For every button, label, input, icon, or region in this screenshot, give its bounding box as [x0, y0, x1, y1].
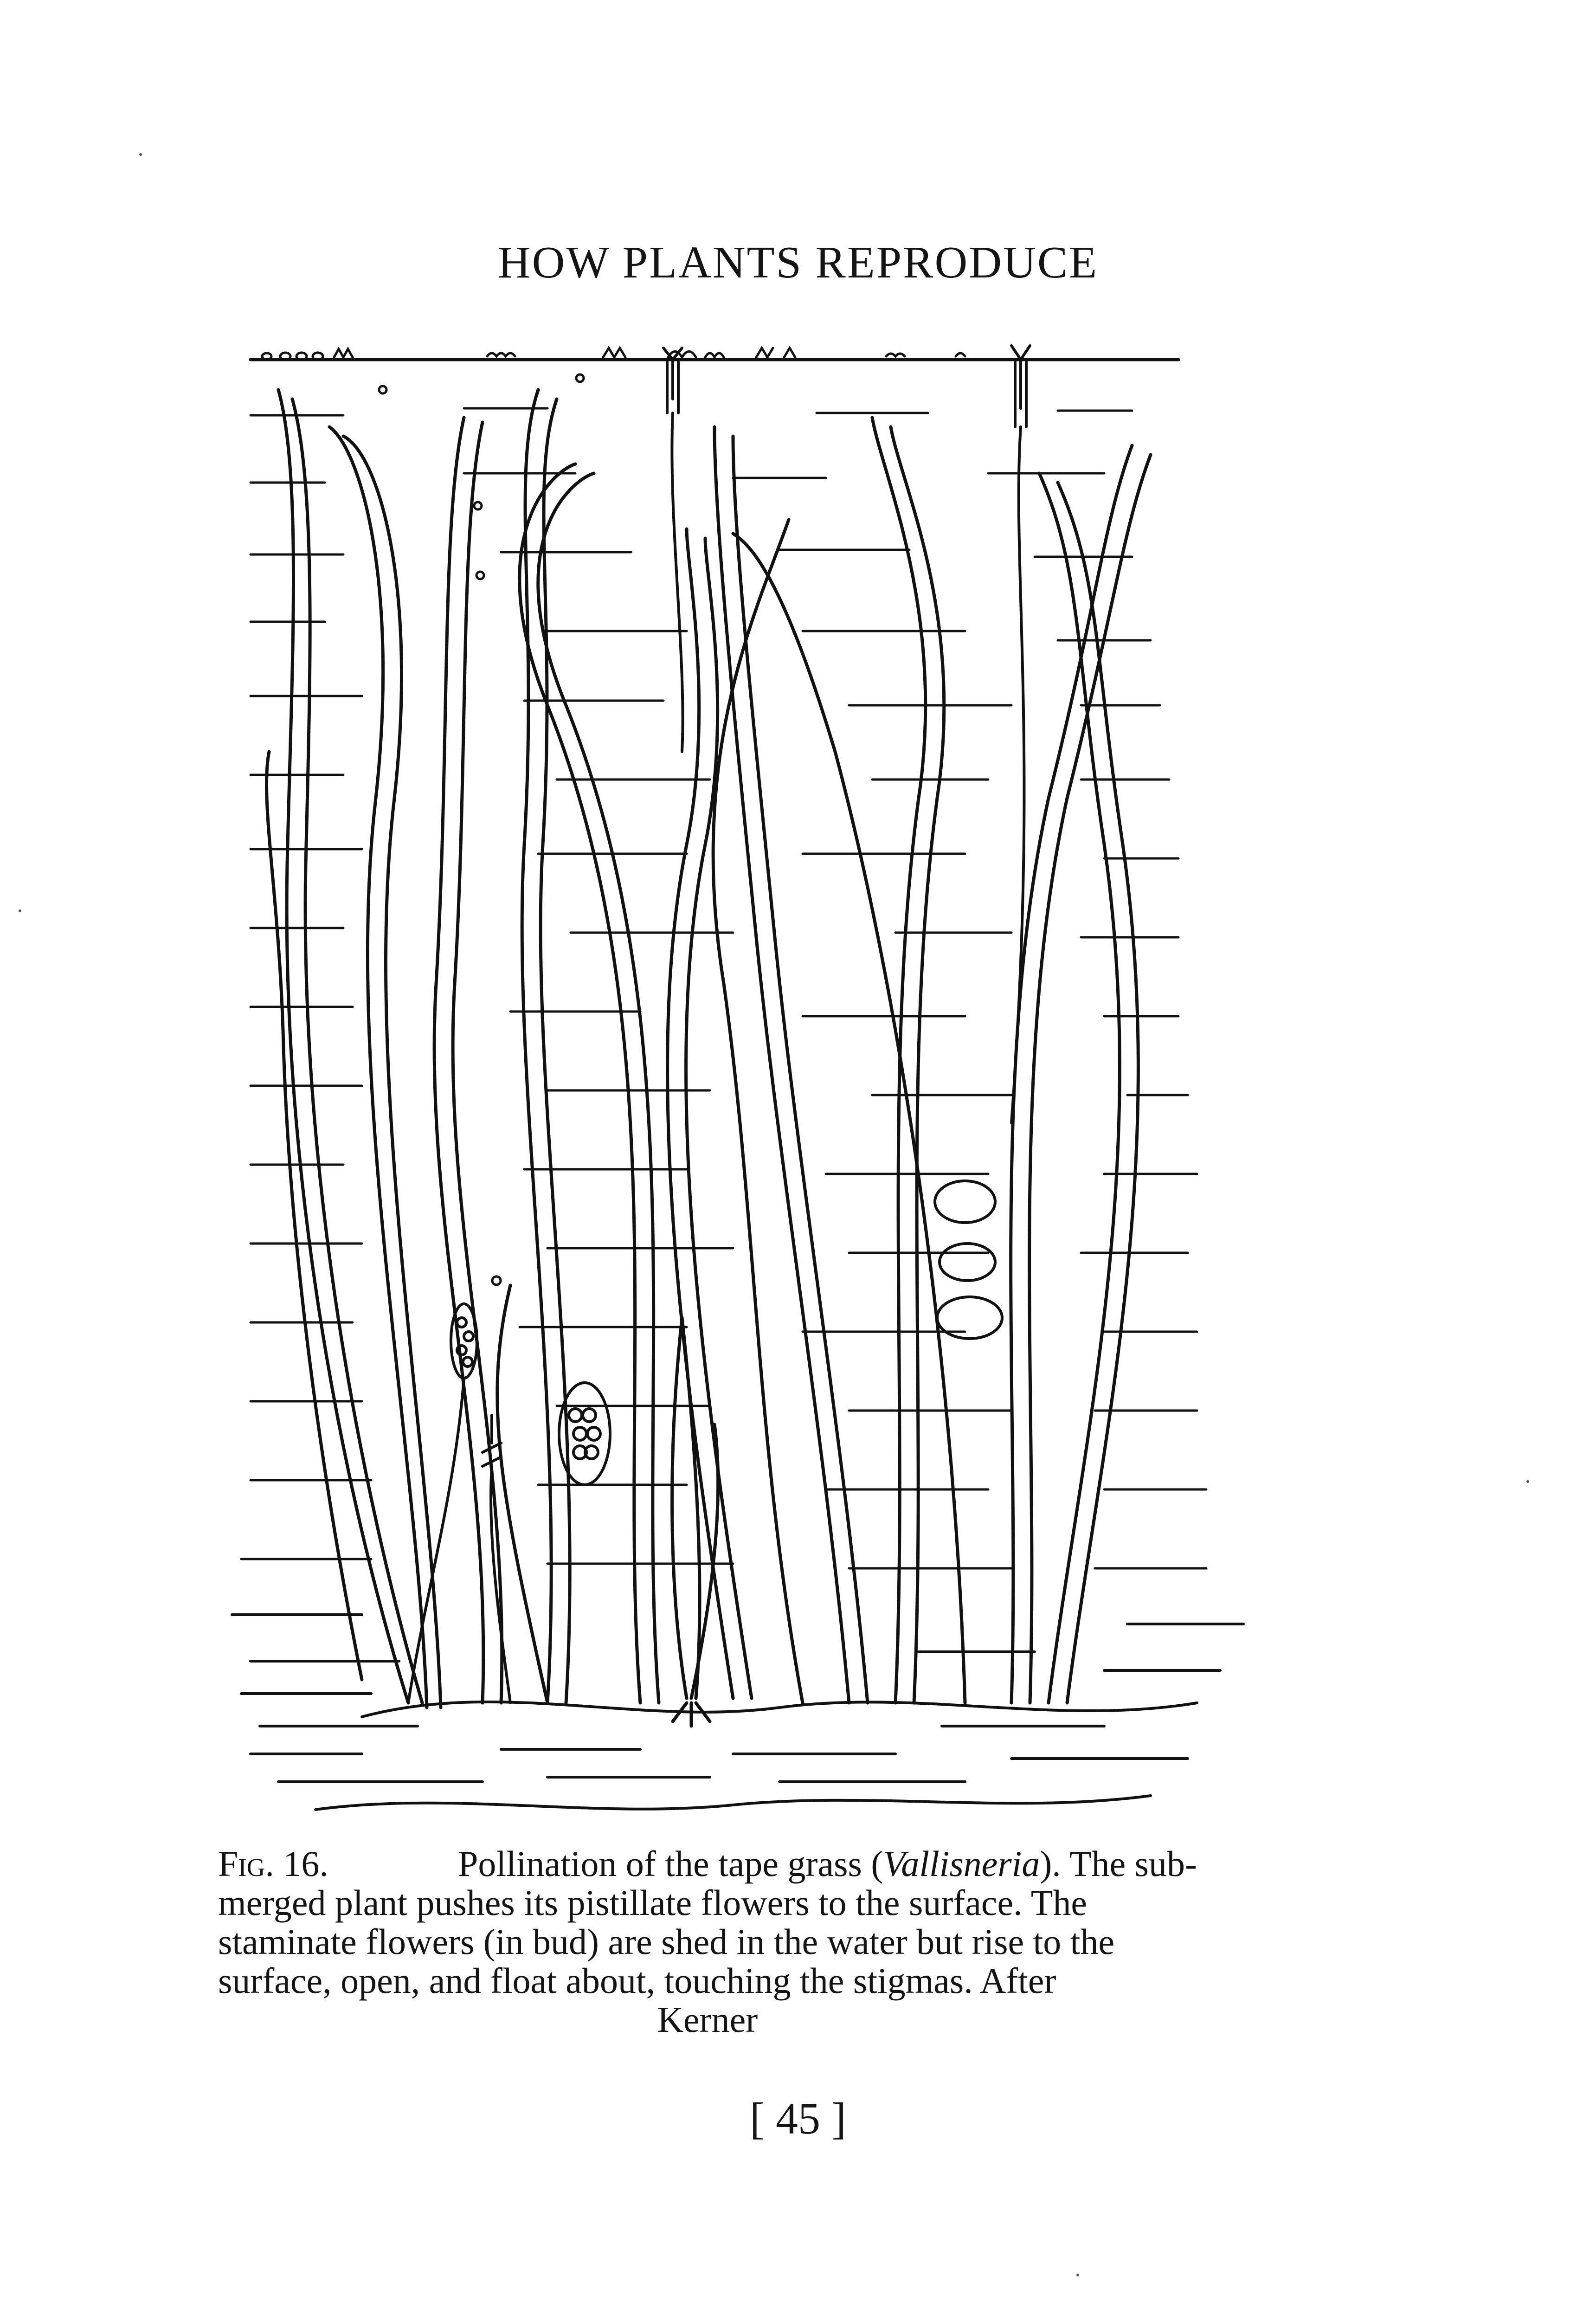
caption-line-1-end: ). The sub-	[1040, 1843, 1197, 1884]
caption-line-4: surface, open, and float about, touching the stigmas. After	[218, 1960, 1056, 2001]
figure-tape-grass-illustration	[223, 334, 1262, 1833]
caption-line-2: merged plant pushes its pistillate flowers to the surface. The	[218, 1882, 1087, 1923]
tape-grass-drawing	[223, 334, 1262, 1833]
running-head: HOW PLANTS REPRODUCE	[497, 238, 1099, 288]
paper-speck	[1076, 2274, 1079, 2276]
coiled-flower-stalk	[935, 1181, 1002, 1339]
caption-line-1-text	[458, 1844, 1197, 1883]
paper-speck	[19, 909, 21, 912]
caption-line-1-start: Pollination of the tape grass (	[458, 1843, 883, 1884]
paper-speck	[1526, 1480, 1529, 1483]
caption-fig-label: Fig. 16.	[218, 1843, 328, 1884]
caption-attribution: Kerner	[657, 1999, 758, 2040]
caption-line-1	[218, 1844, 1197, 1883]
caption-line-3: staminate flowers (in bud) are shed in the water but rise to the	[218, 1921, 1115, 1962]
figure-caption	[218, 1844, 1197, 2039]
caption-genus-name: Vallisneria	[883, 1843, 1040, 1884]
young-plant	[672, 1318, 718, 1726]
page-number: [ 45 ]	[750, 2094, 846, 2143]
ribbon-leaves	[266, 390, 1151, 1708]
sediment-bottom	[232, 1615, 1243, 1810]
paper-speck	[139, 153, 142, 156]
